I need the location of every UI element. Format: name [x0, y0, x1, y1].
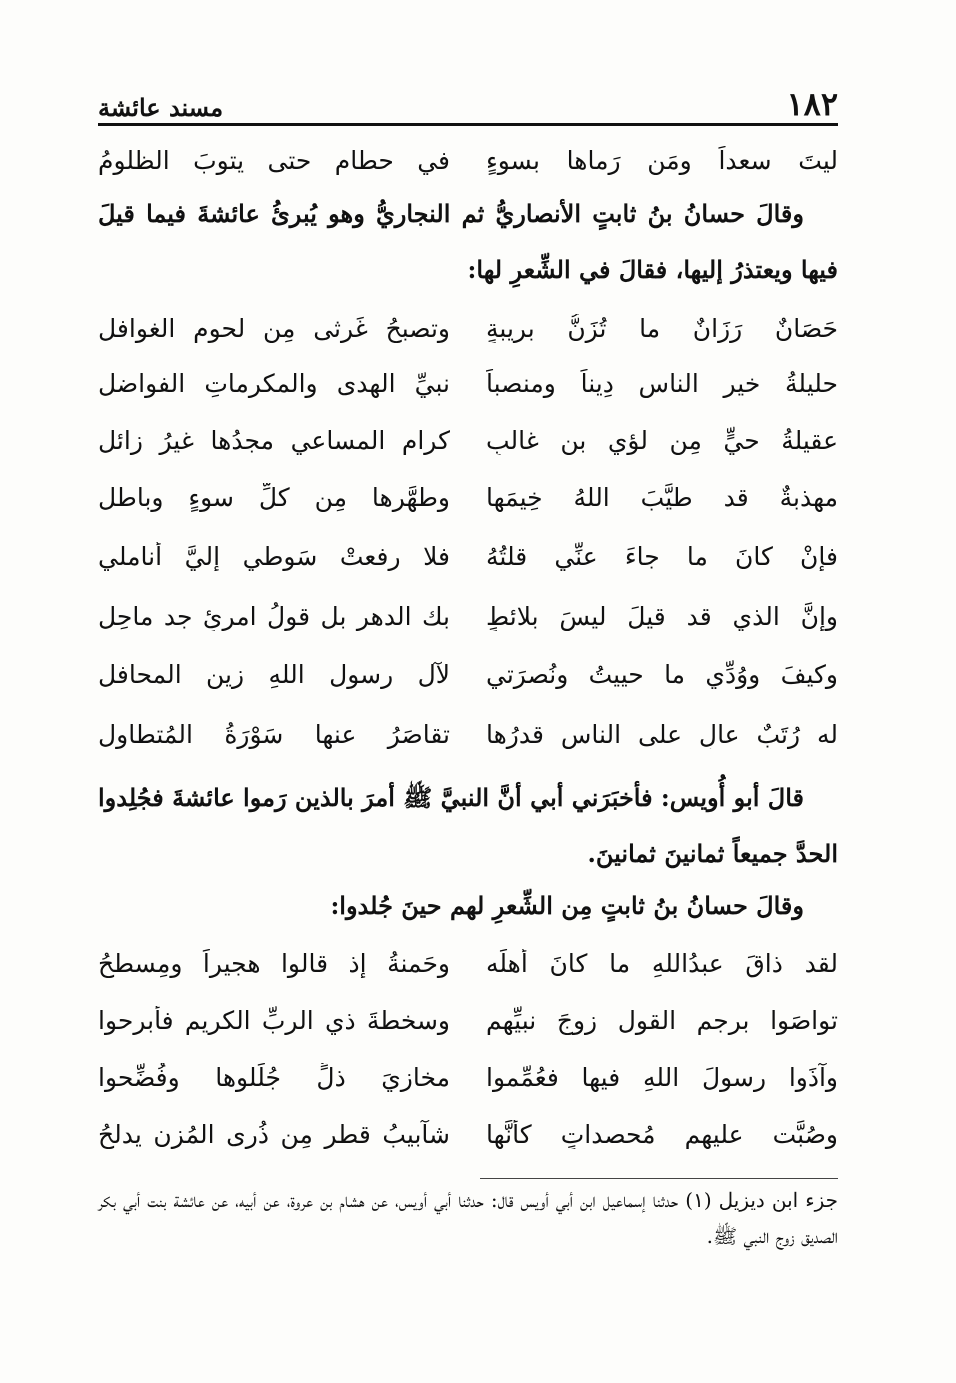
verse-first-hemistich: وكيفَ ووُدِّي ما حييتُ ونُصرَتي [486, 659, 838, 689]
verse-first-hemistich: فإنْ كانَ ما جاءَ عنِّي قلتُهُ [486, 541, 838, 571]
running-title: مسند عائشة [98, 93, 224, 122]
verse-first-hemistich: عقيلةُ حيٍّ مِن لؤيِ بنِ غالبٍ [486, 425, 838, 455]
verse-first-hemistich: تواصَوا برجمِ القولِ زوجَ نبيِّهم [486, 1005, 838, 1035]
verse-first-hemistich: ليتَ سعداً ومَن رَماها بسوءٍ [486, 145, 838, 175]
verse-line [98, 306, 838, 350]
verse-first-hemistich: مهذبةٌ قد طيَّبَ اللهُ خِيمَها [486, 482, 838, 512]
verse-line [98, 941, 838, 985]
verse-line [98, 652, 838, 696]
verse-second-hemistich: في حطامٍ حتى يتوبَ الظلومُ [98, 145, 450, 175]
verse-first-hemistich: له رُتَبٌ عالٍ على الناسِ قدرُها [486, 719, 838, 749]
verse-second-hemistich: شآبيبُ قطرٍ مِن ذُرى المُزنِ يدلحُ [98, 1119, 450, 1149]
verse-second-hemistich: بك الدهر بل قولُ امرئٍ جد ماحِلِ [98, 601, 450, 631]
verse-first-hemistich: وآذَوا رسولَ اللهِ فيها فعُمِّموا [486, 1062, 838, 1092]
verse-first-hemistich: لقد ذاقَ عبدُاللهِ ما كانَ أهلَه [486, 948, 838, 978]
footnote-rule [480, 1178, 838, 1179]
verse-second-hemistich: وسخطةَ ذي الربِّ الكريمِ فأُبرحوا [98, 1005, 450, 1035]
prose-paragraph: وقالَ حسانُ بنُ ثابتٍ الأنصاريُّ ثم النجاريُّ وهو يُبرئُ عائشةَ فيما قيلَ فيها ويعتذرُ إليها، فقالَ في الشِّعرِ لها: [98, 199, 838, 284]
header-rule [98, 123, 838, 126]
verse-second-hemistich: لآلِ رسولِ اللهِ زينِ المحافلِ [98, 659, 450, 689]
verse-second-hemistich: نبيِّ الهدى والمكرماتِ الفواضلِ [98, 368, 450, 398]
verse-second-hemistich: وتصبحُ غَرثى مِن لحومِ الغوافلِ [98, 313, 450, 343]
verse-first-hemistich: وصُبَّت عليهم مُحصداتٍ كأنَّها [486, 1119, 838, 1149]
verse-second-hemistich: كرامِ المساعي مجدُها غيرُ زائلِ [98, 425, 450, 455]
verse-line [98, 534, 838, 578]
verse-second-hemistich: وحَمنةُ إذ قالوا هجيراً ومِسطحُ [98, 948, 450, 978]
prose-paragraph: قالَ أبو أُويس: فأخبَرَني أبي أنَّ النبيَّ ﷺ أمرَ بالذين رَموا عائشةَ فجُلِدوا الحدَّ جميعاً ثمانينَ ثمانينَ. [97, 783, 838, 868]
verse-line [98, 594, 838, 638]
verse-line [98, 138, 838, 182]
verse-line [98, 998, 838, 1042]
verse-first-hemistich: وإنَّ الذي قد قيلَ ليسَ بلائطٍ [486, 601, 838, 631]
verse-second-hemistich: تقاصَرُ عنها سَوْرَةُ المُتطاولِ [98, 719, 450, 749]
verse-second-hemistich: فلا رفعتْ سَوطي إليَّ أناملي [98, 541, 450, 571]
page-number: ١٨٢ [786, 85, 838, 123]
verse-line [98, 418, 838, 462]
verse-first-hemistich: حليلةُ خيرِ الناسِ دِيناً ومنصباً [486, 368, 838, 398]
verse-second-hemistich: وطهَّرها مِن كلِّ سوءٍ وباطلِ [98, 482, 450, 512]
verse-first-hemistich: حَصَانٌ رَزَانٌ ما تُزَنُّ بريبةٍ [486, 313, 838, 343]
verse-line [98, 361, 838, 405]
prose-paragraph: وقالَ حسانُ بنُ ثابتٍ مِن الشِّعرِ لهم حينَ جُلدوا: [330, 891, 804, 920]
page-header [98, 74, 838, 123]
verse-line [98, 1055, 838, 1099]
verse-second-hemistich: مخازيَ ذلٍّ جُلِّلوها وفُضِّحوا [98, 1062, 450, 1092]
footnote: جزء ابن ديزيل (١) حدثنا إسماعيل ابن أبي أويس قال: حدثنا أبي أويس، عن هشام بن عروة، عن أبيه، عن عائشة بنت أبي بكر الصديق زوج النبي ﷺ. [98, 1188, 838, 1248]
verse-line [98, 1112, 838, 1156]
verse-line [98, 712, 838, 756]
verse-line [98, 475, 838, 519]
